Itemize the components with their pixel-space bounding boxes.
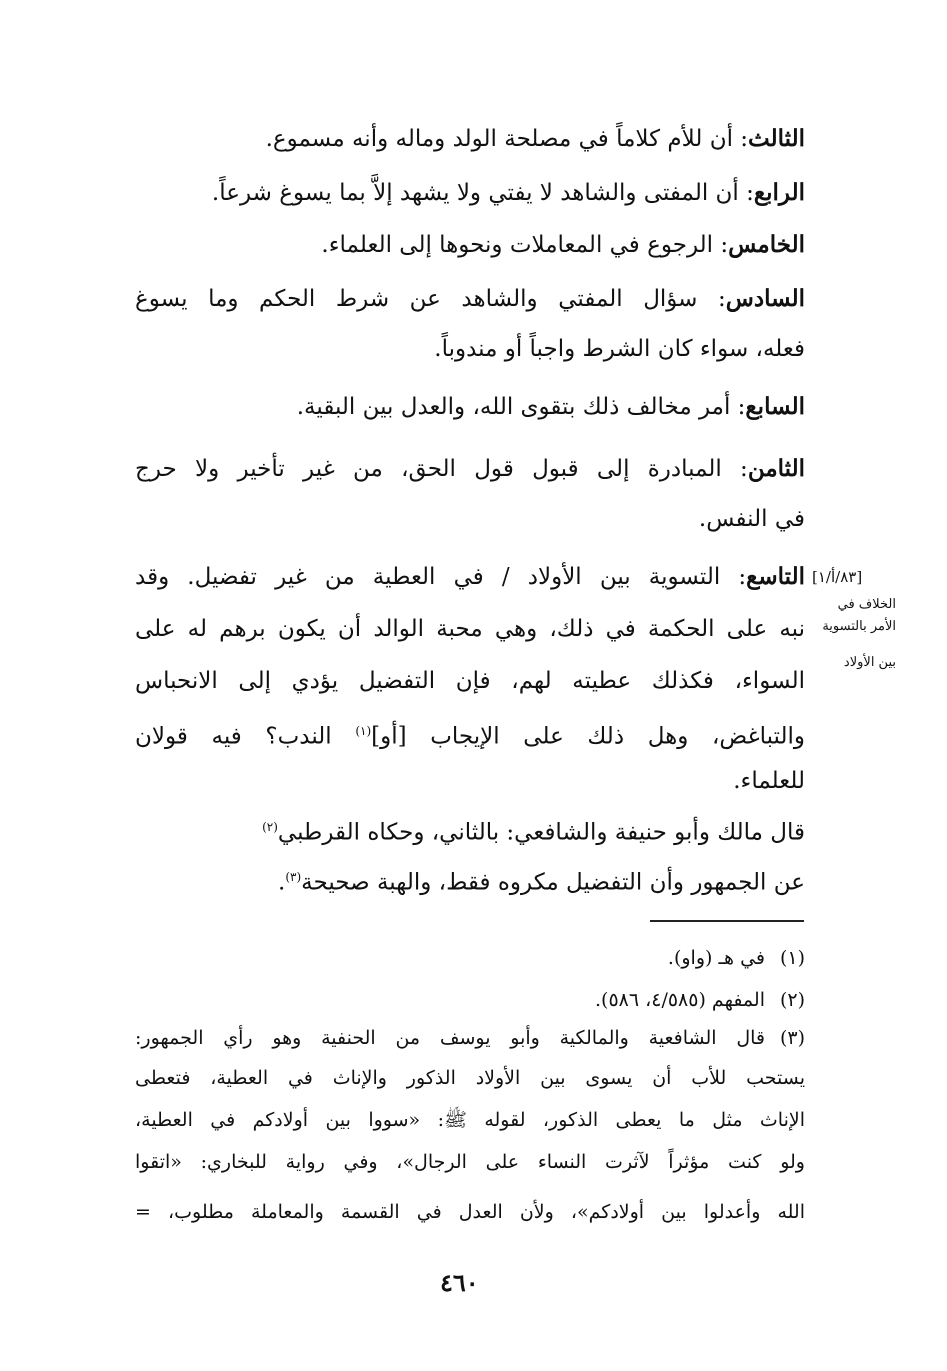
point-label: الرابع — [753, 179, 805, 206]
margin-heading-2: الأمر بالتسوية — [822, 619, 896, 634]
point-text: : أمر مخالف ذلك بتقوى الله، والعدل بين البقية. — [296, 394, 746, 420]
point-text: : أن المفتى والشاهد لا يفتي ولا يشهد إلاَّ بما يسوغ شرعاً. — [211, 180, 754, 206]
text-segment: . — [278, 869, 286, 896]
footnote-number: (٢) — [779, 989, 805, 1011]
footnote-3-line2: يستحب للأب أن يسوى بين الأولاد الذكور والإناث في العطية، فتعطى — [135, 1067, 805, 1089]
text-segment: الندب؟ فيه قولان — [135, 723, 356, 750]
margin-heading-1: الخلاف في — [837, 597, 896, 612]
point-ninth-line4 — [135, 714, 805, 754]
footnote-divider — [650, 920, 804, 922]
footnote-3-line5: الله وأعدلوا بين أولادكم»، ولأن العدل في القسمة والمعاملة مطلوب، = — [135, 1201, 805, 1223]
point-fifth — [135, 228, 805, 262]
point-fourth — [135, 176, 805, 210]
footnote-1 — [135, 944, 805, 972]
point-label: الثالث — [748, 125, 805, 152]
point-label: السادس — [725, 285, 805, 312]
point-text: : الرجوع في المعاملات ونحوها إلى العلماء. — [321, 232, 729, 258]
footnote-text: في هـ (واو). — [667, 947, 765, 969]
footnote-text: المفهم (٤/٥٨٥، ٥٨٦). — [594, 989, 765, 1011]
text-segment: عن الجمهور وأن التفضيل مكروه فقط، والهبة صحيحة — [301, 869, 805, 896]
point-ninth — [135, 560, 805, 594]
footnote-3-line4: ولو كنت مؤثراً لآثرت النساء على الرجال»، وفي رواية للبخاري: «اتقوا — [135, 1151, 805, 1173]
footnote-marker[interactable]: (٢) — [262, 820, 278, 834]
point-eighth-cont: في النفس. — [698, 506, 805, 532]
text-segment: قال مالك وأبو حنيفة والشافعي: بالثاني، وحكاه القرطبي — [277, 819, 805, 846]
point-label: السابع — [745, 393, 805, 420]
footnote-marker[interactable]: (١) — [355, 724, 372, 738]
point-label: الثامن — [747, 455, 805, 482]
text-segment: والتباغض، وهل ذلك على الإيجاب [أو] — [371, 723, 805, 750]
point-eighth — [135, 452, 805, 486]
point-text: : أن للأم كلاماً في مصلحة الولد وماله وأنه مسموع. — [265, 126, 749, 152]
footnote-marker[interactable]: (٣) — [285, 870, 302, 884]
margin-heading-3: بين الأولاد — [843, 655, 896, 670]
point-sixth-cont: فعله، سواء كان الشرط واجباً أو مندوباً. — [434, 336, 805, 362]
point-ninth-line2: نبه على الحكمة في ذلك، وهي محبة الوالد أن يكون برهم له على — [135, 616, 805, 642]
point-text: : سؤال المفتي والشاهد عن شرط الحكم وما يسوغ — [135, 286, 726, 312]
point-text: : التسوية بين الأولاد / في العطية من غير تفضيل. وقد — [135, 564, 747, 590]
page-number: ٤٦٠ — [440, 1268, 479, 1297]
paragraph-malik — [135, 810, 805, 850]
footnote-3 — [135, 1024, 805, 1052]
paragraph-malik-cont — [135, 860, 805, 900]
point-label: الخامس — [728, 231, 805, 258]
footnote-number: (١) — [779, 947, 805, 969]
point-text: : المبادرة إلى قبول قول الحق، من غير تأخير ولا حرج — [135, 456, 748, 482]
point-sixth — [135, 282, 805, 316]
footnote-number: (٣) — [779, 1027, 805, 1049]
point-seventh — [135, 390, 805, 424]
footnote-text: قال الشافعية والمالكية وأبو يوسف من الحنفية وهو رأي الجمهور: — [135, 1027, 765, 1049]
footnote-3-line3: الإناث مثل ما يعطى الذكور، لقوله ﷺ: «سووا بين أولادكم في العطية، — [135, 1109, 805, 1131]
footnote-2 — [135, 986, 805, 1014]
manuscript-folio-ref: [٨٣/أ/١] — [812, 568, 863, 586]
point-ninth-line5: للعلماء. — [733, 768, 805, 794]
point-third — [135, 122, 805, 156]
point-label: التاسع — [746, 563, 805, 590]
point-ninth-line3: السواء، فكذلك عطيته لهم، فإن التفضيل يؤدي إلى الانحباس — [135, 668, 805, 694]
